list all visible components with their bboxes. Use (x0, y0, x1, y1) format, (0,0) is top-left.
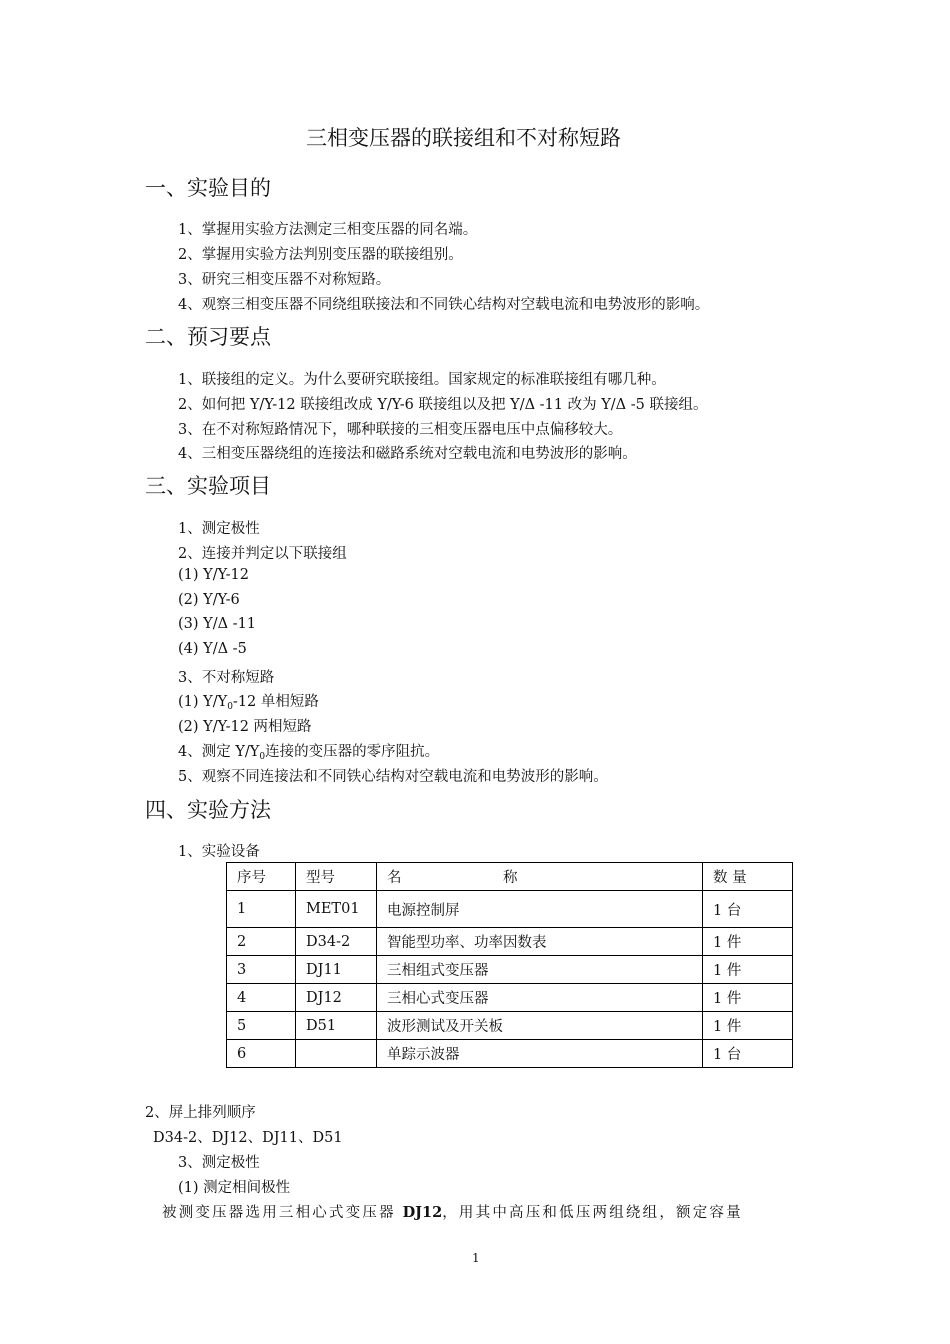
body-paragraph (162, 1201, 743, 1222)
table-row (227, 891, 793, 928)
table-cell: DJ11 (296, 956, 377, 984)
table-cell: 智能型功率、功率因数表 (377, 928, 703, 956)
table-cell: D34-2 (296, 928, 377, 956)
table-cell: 4 (227, 984, 296, 1012)
table-cell: 波形测试及开关板 (377, 1012, 703, 1040)
list-item: 2、掌握用实验方法判别变压器的联接组别。 (178, 247, 463, 263)
table-cell: 6 (227, 1040, 296, 1068)
table-cell: 5 (227, 1012, 296, 1040)
section-heading-methods: 四、实验方法 (145, 798, 271, 822)
text-fragment: ，用其中高压和低压两组绕组，额定容量 (442, 1205, 743, 1221)
model-code: DJ12 (402, 1204, 443, 1221)
list-item: (2) Y/Y-12 两相短路 (178, 719, 312, 735)
page-number: 1 (472, 1251, 480, 1265)
table-cell: 1 (227, 891, 296, 928)
polarity-subheading: (1) 测定相间极性 (178, 1180, 291, 1196)
table-cell: 1 件 (703, 1012, 793, 1040)
table-cell: 2 (227, 928, 296, 956)
text-fragment: 被测变压器选用三相心式变压器 (162, 1205, 403, 1221)
table-cell: 三相心式变压器 (377, 984, 703, 1012)
table-row (227, 984, 793, 1012)
equipment-table (226, 862, 793, 1068)
text-fragment: 连接的变压器的零序阻抗。 (265, 744, 440, 760)
table-row (227, 956, 793, 984)
table-cell: D51 (296, 1012, 377, 1040)
list-item: 3、在不对称短路情况下，哪种联接的三相变压器电压中点偏移较大。 (178, 422, 623, 438)
table-header: 数 量 (703, 863, 793, 891)
table-cell: 单踪示波器 (377, 1040, 703, 1068)
list-item: 5、观察不同连接法和不同铁心结构对空载电流和电势波形的影响。 (178, 769, 608, 785)
list-item-zero-sequence (178, 740, 439, 762)
equipment-label: 1、实验设备 (178, 844, 260, 860)
polarity-label: 3、测定极性 (178, 1155, 260, 1171)
table-header: 型号 (296, 863, 377, 891)
section-heading-objectives: 一、实验目的 (145, 176, 271, 200)
subscript: 0 (259, 752, 266, 762)
list-item: (3) Y/Δ -11 (178, 616, 257, 632)
table-cell: 3 (227, 956, 296, 984)
table-header: 名 称 (377, 863, 703, 891)
section-heading-items: 三、实验项目 (145, 474, 271, 498)
table-header: 序号 (227, 863, 296, 891)
table-cell (296, 1040, 377, 1068)
list-item: (2) Y/Y-6 (178, 592, 240, 608)
table-header-row (227, 863, 793, 891)
list-item: 1、联接组的定义。为什么要研究联接组。国家规定的标准联接组有哪几种。 (178, 372, 666, 388)
list-item: 2、连接并判定以下联接组 (178, 546, 347, 562)
screen-order-value: D34-2、DJ12、DJ11、D51 (153, 1130, 343, 1146)
list-item: 3、研究三相变压器不对称短路。 (178, 272, 391, 288)
table-row (227, 928, 793, 956)
screen-order-label: 2、屏上排列顺序 (145, 1105, 256, 1121)
subscript: 0 (227, 702, 233, 712)
table-cell: 1 件 (703, 984, 793, 1012)
list-item: 3、不对称短路 (178, 670, 275, 686)
list-item: (4) Y/Δ -5 (178, 641, 247, 657)
table-cell: 电源控制屏 (377, 891, 703, 928)
text-fragment: 4、测定 Y/Y (178, 744, 260, 760)
table-row (227, 1012, 793, 1040)
table-cell: 1 台 (703, 1040, 793, 1068)
text-fragment: -12 单相短路 (232, 694, 319, 710)
text-fragment: (1) Y/Y (178, 694, 228, 710)
section-heading-preview: 二、预习要点 (145, 325, 271, 349)
table-cell: 1 台 (703, 891, 793, 928)
table-cell: 1 件 (703, 956, 793, 984)
page-title: 三相变压器的联接组和不对称短路 (306, 126, 621, 150)
list-item: 1、掌握用实验方法测定三相变压器的同名端。 (178, 222, 478, 238)
list-item-single-phase-short (178, 690, 319, 712)
table-cell: 三相组式变压器 (377, 956, 703, 984)
table-cell: DJ12 (296, 984, 377, 1012)
table-cell: 1 件 (703, 928, 793, 956)
table-row (227, 1040, 793, 1068)
list-item: 4、三相变压器绕组的连接法和磁路系统对空载电流和电势波形的影响。 (178, 446, 637, 462)
list-item: 4、观察三相变压器不同绕组联接法和不同铁心结构对空载电流和电势波形的影响。 (178, 297, 710, 313)
list-item: 1、测定极性 (178, 521, 260, 537)
table-cell: MET01 (296, 891, 377, 928)
list-item: (1) Y/Y-12 (178, 567, 249, 583)
list-item: 2、如何把 Y/Y-12 联接组改成 Y/Y-6 联接组以及把 Y/Δ -11 改为 Y/Δ -5 联接组。 (178, 397, 708, 413)
